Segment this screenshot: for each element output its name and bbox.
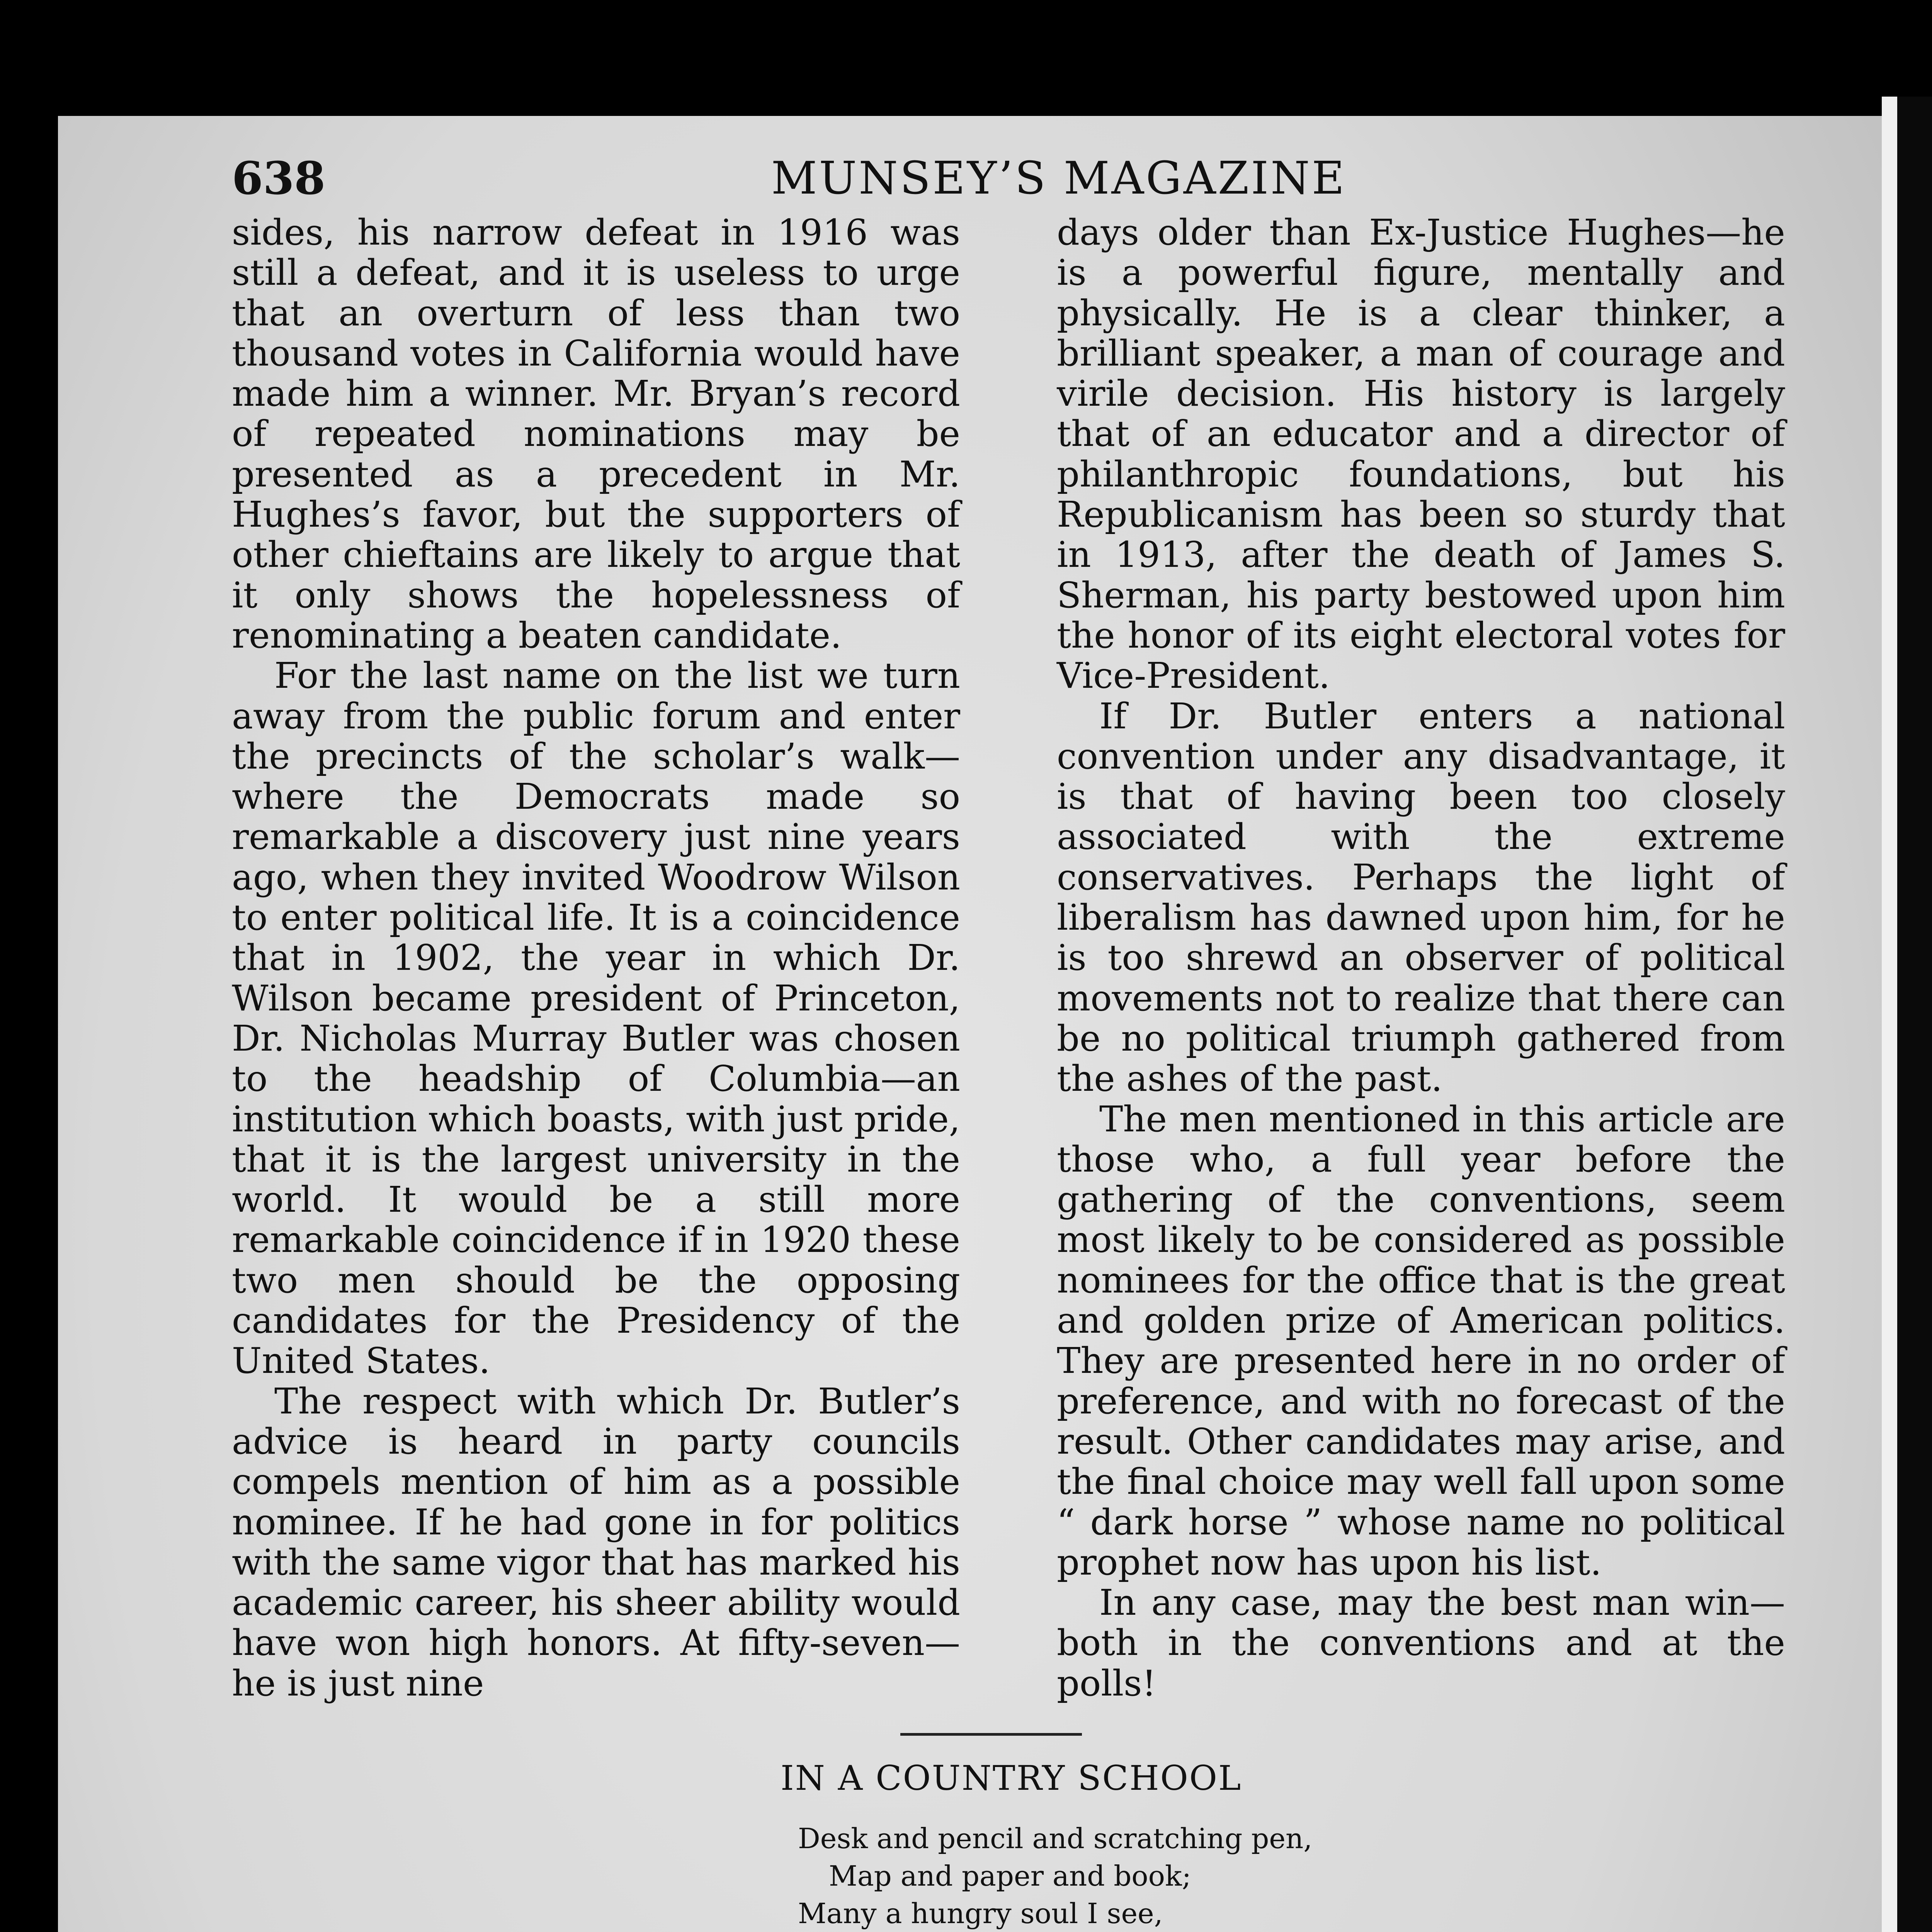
adjacent-page-shadow — [1897, 97, 1932, 1932]
article-paragraph: If Dr. Butler enters a national convention under any disadvantage, it is that of having been too closely associated with the extreme conservatives. Perhaps the light of liberalism has dawned upon him, for he is too shrewd an observer of political movements not to realize that there can be no political triumph gathered from the ashes of the past. — [1057, 695, 1785, 1100]
page-edge — [1882, 97, 1897, 1932]
poem-line: Many a hungry soul I see, — [798, 1897, 1163, 1930]
article-paragraph: In any case, may the best man win—both in the conventions and at the polls! — [1057, 1582, 1785, 1704]
magazine-title: MUNSEY’S MAGAZINE — [771, 152, 1347, 204]
poem-stanza — [798, 1820, 1493, 1932]
article-paragraph: sides, his narrow defeat in 1916 was still a defeat, and it is useless to urge that an overturn of less than two thousand votes in California would have made him a winner. Mr. Bryan’s record of repeated nominations may be presented as a precedent in Mr. Hughes’s favor, but the supporters of other chieftains are likely to argue that it only shows the hopelessness of renominating a beaten candidate. — [232, 212, 960, 656]
article-paragraph: days older than Ex-Justice Hughes—he is a powerful figure, mentally and physically. He is a clear thinker, a brilliant speaker, a man of courage and virile decision. His history is largely that of an educator and a director of philanthropic foundations, but his Republicanism has been so sturdy that in 1913, after the death of James S. Sherman, his party bestowed upon him the honor of its eight electoral votes for Vice-President. — [1057, 212, 1785, 697]
poem-line: Desk and pencil and scratching pen, — [798, 1822, 1313, 1855]
poem-body — [798, 1820, 1493, 1932]
article-paragraph: For the last name on the list we turn away from the public forum and enter the precincts of the scholar’s walk—where the Democrats made so remarkable a discovery just nine years ago, when they invited Woodrow Wilson to enter political life. It is a coincidence that in 1902, the year in which Dr. Wilson became president of Princeton, Dr. Nicholas Murray Butler was chosen to the headship of Columbia—an institution which boasts, with just pride, that it is the largest university in the world. It would be a still more remarkable coincidence if in 1920 these two men should be the opposing candidates for the Presidency of the United States. — [232, 655, 960, 1382]
article-paragraph: The respect with which Dr. Butler’s advice is heard in party councils compels mention of him as a possible nominee. If he had gone in for politics with the same vigor that has marked his academic career, his sheer ability would have won high honors. At fifty-seven—he is just nine — [232, 1380, 960, 1704]
page-number: 638 — [232, 152, 326, 205]
article-left-column — [232, 213, 960, 1704]
page-header — [232, 152, 1754, 206]
section-divider — [900, 1733, 1082, 1736]
article-paragraph: The men mentioned in this article are those who, a full year before the gathering of the conventions, seem most likely to be considered as possible nominees for the office that is the great and golden prize of American politics. They are presented here in no order of preference, and with no forecast of the result. Other candidates may arise, and the final choice may well fall upon some “ dark horse ” whose name no political prophet now has upon his list. — [1057, 1098, 1785, 1583]
poem-line: Map and paper and book; — [829, 1860, 1191, 1892]
poem-title: IN A COUNTRY SCHOOL — [781, 1758, 1242, 1798]
article-right-column — [1057, 213, 1785, 1704]
